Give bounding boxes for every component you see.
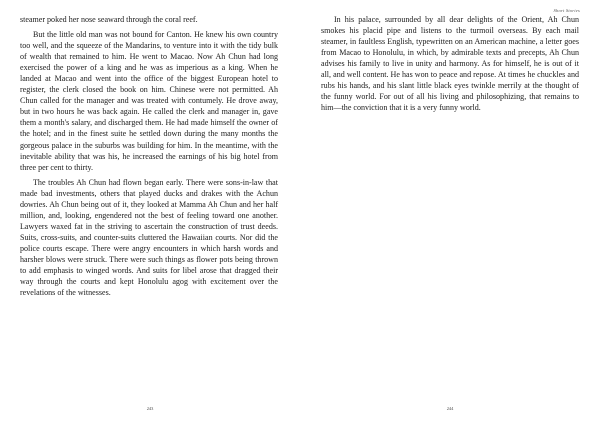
page-number-right: 244 (446, 406, 454, 411)
right-page-body (321, 14, 579, 117)
paragraph: But the little old man was not bound for Canton. He knew his own country too well, and the squeeze of the Mandarins, to venture into it with the tidy bulk of wealth that remained to him. He went to Macao. Now Ah Chun had long exercised the power of a king and he was as imperious as a king. When he landed at Macao and went into the office of the biggest European hotel to register, the clerk closed the book on him. Chinese were not permitted. Ah Chun called for the manager and was treated with contumely. He drove away, but in two hours he was back again. He called the clerk and manager in, gave them a month's salary, and discharged them. He had made himself the owner of the hotel; and in the finest suite he settled down during the many months the gorgeous palace in the suburbs was building for him. In the meantime, with the inevitable ability that was his, he increased the earnings of his big hotel from three per cent to thirty. (20, 30, 278, 172)
right-page (300, 0, 600, 424)
running-head: Short Stories (553, 8, 580, 13)
paragraph: The troubles Ah Chun had flown began early. There were sons-in-law that made bad investments, others that played ducks and drakes with the Achun dowries. Ah Chun being out of it, they looked at Mamma Ah Chun and her half million, and, looking, engendered not the best of feeling toward one another. Lawyers waxed fat in the striving to ascertain the construction of trust deeds. Suits, cross-suits, and counter-suits cluttered the Hawaiian courts. Nor did the police courts escape. There were angry encounters in which harsh words and harsher blows were struck. There were such things as flower pots being thrown to add emphasis to winged words. And suits for libel arose that dragged their way through the courts and kept Honolulu agog with excitement over the revelations of the witnesses. (20, 177, 278, 298)
left-page-body (20, 14, 278, 302)
paragraph: In his palace, surrounded by all dear delights of the Orient, Ah Chun smokes his placid pipe and listens to the turmoil overseas. By each mail steamer, in faultless English, typewritten on an American machine, a letter goes from Macao to Honolulu, in which, by admirable texts and precepts, Ah Chun advises his family to live in unity and harmony. As for himself, he is out of it all, and well content. He has won to peace and repose. At times he chuckles and rubs his hands, and his slant little black eyes twinkle merrily at the thought of the funny world. For out of all his living and philosophizing, that remains to him—the conviction that it is a very funny world. (321, 15, 579, 113)
paragraph: steamer poked her nose seaward through the coral reef. (20, 15, 198, 24)
page-number-left: 243 (146, 406, 154, 411)
